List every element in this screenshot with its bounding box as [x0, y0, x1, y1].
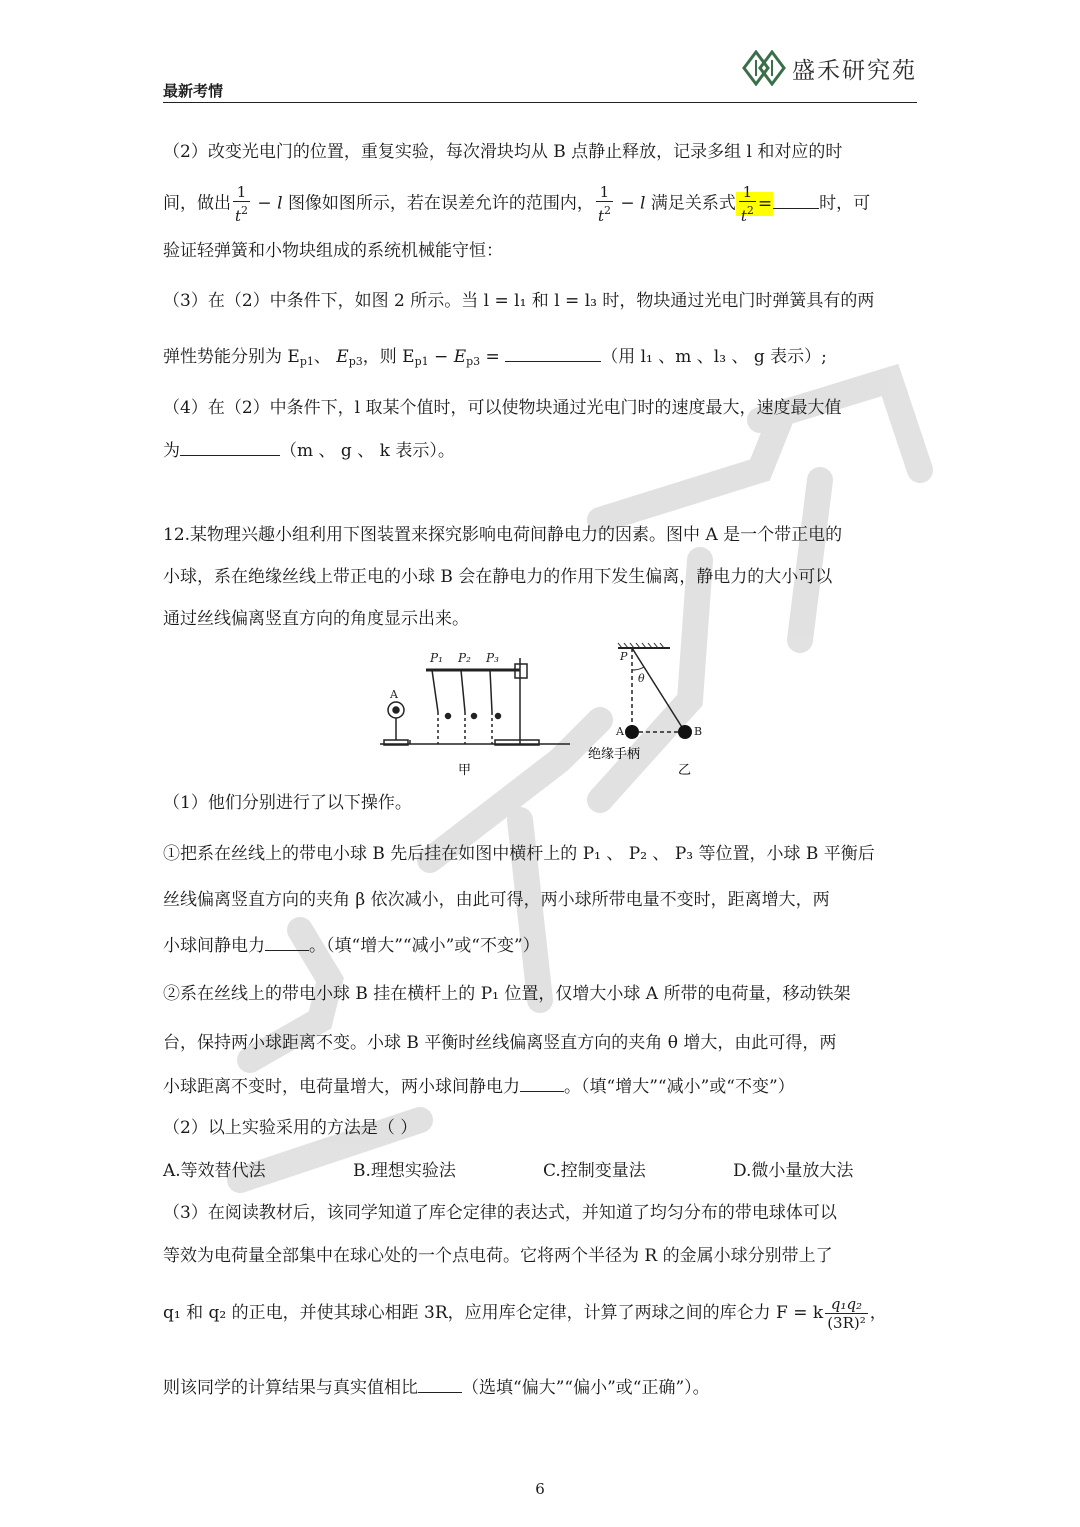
section-title: 最新考情 [163, 82, 224, 100]
q12-s1b-line2: 台，保持两小球距离不变。小球 B 平衡时丝线偏离竖直方向的夹角 θ 增大，由此可得，两 [163, 1033, 837, 1053]
header-divider [163, 102, 917, 103]
q12-s1-heading: （1）他们分别进行了以下操作。 [163, 793, 412, 813]
option-c[interactable]: C.控制变量法 [543, 1161, 646, 1181]
q12-s3-line1: （3）在阅读教材后，该同学知道了库仑定律的表达式，并知道了均匀分布的带电球体可以 [163, 1203, 837, 1223]
page-number: 6 [535, 1480, 545, 1498]
label-theta: θ [638, 672, 645, 685]
fraction-1-over-t2: $\frac{1}{t^2}$ [235, 183, 249, 225]
answer-blank[interactable] [418, 1374, 462, 1393]
double-diamond-logo-icon [742, 50, 786, 86]
highlighted-formula: $\frac{1}{t^2}$ = [736, 192, 773, 216]
caption-yi: 乙 [678, 763, 692, 778]
option-b[interactable]: B.理想实验法 [353, 1161, 456, 1181]
answer-blank[interactable] [773, 190, 819, 209]
q12-intro-line1: 12.某物理兴趣小组利用下图装置来探究影响电荷间静电力的因素。图中 A 是一个带正电的 [163, 525, 843, 545]
label-p: P [620, 650, 628, 663]
label-a-left: A [390, 688, 398, 701]
brand-logo [742, 50, 917, 86]
q12-s1a-line2: 丝线偏离竖直方向的夹角 β 依次减小，由此可得，两小球所带电量不变时，距离增大，两 [163, 890, 830, 910]
text: 间，做出 [163, 193, 231, 214]
experiment-figure [370, 640, 720, 780]
q12-intro-line2: 小球，系在绝缘丝线上带正电的小球 B 会在静电力的作用下发生偏离，静电力的大小可以 [163, 567, 833, 587]
ball-a [625, 725, 639, 739]
option-a[interactable]: A.等效替代法 [163, 1161, 266, 1181]
apparatus-jia [380, 658, 570, 745]
answer-blank[interactable] [505, 343, 601, 362]
diagram-yi [618, 643, 685, 732]
q12-s3-line2: 等效为电荷量全部集中在球心处的一个点电荷。它将两个半径为 R 的金属小球分别带上了 [163, 1246, 833, 1266]
label-a-right: A [616, 725, 624, 738]
q12-s1b-line1: ②系在丝线上的带电小球 B 挂在横杆上的 P₁ 位置，仅增大小球 A 所带的电荷量，移动铁架 [163, 984, 851, 1004]
label-p1: P₁ [430, 651, 443, 665]
brand-name: 盛禾研究苑 [792, 57, 917, 84]
q12-s3-line4: 则该同学的计算结果与真实值相比 （选填“偏大”“偏小”或“正确”）。 [163, 1374, 710, 1400]
label-p3: P₃ [486, 651, 499, 665]
q12-intro-line3: 通过丝线偏离竖直方向的角度显示出来。 [163, 609, 469, 629]
q11-part2-line3: 验证轻弹簧和小物块组成的系统机械能守恒： [163, 241, 503, 261]
q11-part4-line1: （4）在（2）中条件下，l 取某个值时，可以使物块通过光电门时的速度最大，速度最大值 [163, 398, 842, 418]
q12-s3-line3: q₁ 和 q₂ 的正电，并使其球心相距 3R，应用库仑定律，计算了两球之间的库仑力 F = k $\frac{\text{q₁q₂}}{\text{(3R)²}}$ ， [163, 1295, 887, 1332]
q12-s2-question: （2）以上实验采用的方法是（ ） [163, 1118, 418, 1138]
q11-part4-line2: 为 （m 、 g 、 k 表示）。 [163, 437, 455, 463]
answer-blank[interactable] [180, 437, 280, 456]
label-p2: P₂ [458, 651, 471, 665]
q12-s1a-line1: ①把系在丝线上的带电小球 B 先后挂在如图中横杆上的 P₁ 、 P₂ 、 P₃ 等位置，小球 B 平衡后 [163, 844, 875, 864]
ball-b [678, 725, 692, 739]
coulomb-fraction: $\frac{\text{q₁q₂}}{\text{(3R)²}}$ [827, 1295, 866, 1332]
q12-s1a-line3: 小球间静电力 。（填“增大”“减小”或“不变”） [163, 932, 540, 958]
q11-part2-line1: （2）改变光电门的位置，重复实验，每次滑块均从 B 点静止释放，记录多组 l 和对应的时 [163, 142, 843, 162]
answer-blank[interactable] [520, 1073, 564, 1092]
q11-part3-line1: （3）在（2）中条件下，如图 2 所示。当 l = l₁ 和 l = l₃ 时，物块通过光电门时弹簧具有的两 [163, 291, 875, 311]
q11-part2-line2: 间，做出 $\frac{1}{t^2}$ − l 图像如图所示，若在误差允许的范围内， $\frac{1}{t^2}$ − l 满足关系式 $\frac{1}{t^2}$ = 时，可 [163, 183, 871, 225]
label-handle: 绝缘手柄 [588, 747, 641, 762]
option-d[interactable]: D.微小量放大法 [733, 1161, 854, 1181]
fraction-1-over-t2: $\frac{1}{t^2}$ [597, 183, 611, 225]
answer-blank[interactable] [265, 932, 309, 951]
caption-jia: 甲 [458, 763, 472, 778]
label-b: B [694, 725, 703, 738]
q12-s1b-line3: 小球距离不变时，电荷量增大，两小球间静电力 。（填“增大”“减小”或“不变”） [163, 1073, 795, 1099]
q11-part3-line2: 弹性势能分别为 $E_{p1}$、 $E_{p3}$，则 $E_{p1} - E_{p3}$ = （用 l₁ 、m 、l₃ 、 g 表示）; [163, 343, 827, 374]
